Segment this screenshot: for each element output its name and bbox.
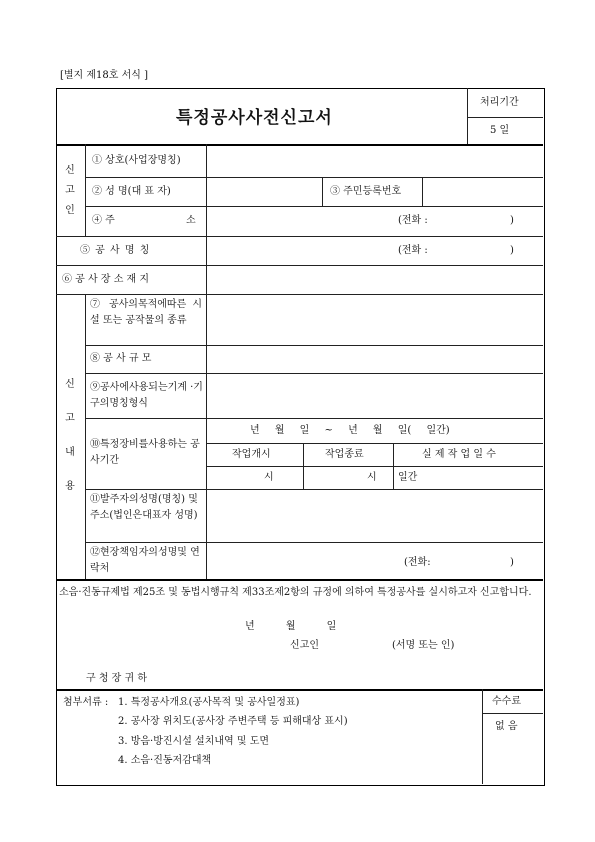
- row-line: [56, 579, 543, 581]
- attachments-intro: 첨부서류 :: [63, 697, 109, 708]
- declaration-text: 소음·진동규제법 제25조 및 동법시행규칙 제33조제2항의 규정에 의하여 특정공사를 실시하고자 신고합니다.: [59, 587, 532, 598]
- addressee: 구 청 장 귀 하: [86, 673, 148, 684]
- row-line: [85, 489, 543, 490]
- declaration-date: 년 월 일: [245, 621, 337, 632]
- item10-label: ⑩특정장비를사용하는 공사기간: [90, 439, 200, 466]
- actual-days-header: 실 제 작 업 일 수: [422, 449, 496, 460]
- col-line: [422, 177, 423, 206]
- attachment-item: 3. 방음·방진시설 설치내역 및 도면: [118, 736, 270, 747]
- period-line: 년 월 일 ~ 년 월 일( 일간): [250, 425, 450, 436]
- row-line: [482, 713, 543, 714]
- item9-label: ⑨공사에사용되는기계 ·기구의명칭형식: [90, 382, 203, 409]
- attachment-item: 4. 소음·진동저감대책: [118, 755, 212, 766]
- section-char: 고: [65, 185, 75, 196]
- item12-phone-close: ): [510, 557, 514, 568]
- resident-number-label: ③ 주민등록번호: [330, 186, 402, 197]
- section-char: 내: [65, 447, 75, 458]
- row-line: [85, 345, 543, 346]
- form-title: 특정공사사전신고서: [176, 108, 333, 128]
- project-phone-label: (전화 :: [398, 245, 428, 256]
- address-label-suffix: 소: [186, 215, 196, 226]
- section-char: 인: [65, 205, 75, 216]
- col-line: [206, 236, 207, 294]
- col-line: [322, 177, 323, 206]
- row-line: [206, 466, 543, 467]
- row-line: [56, 689, 543, 691]
- report-content-section-label: [63, 380, 77, 492]
- item7-label: ⑦ 공사의목적에따른 시설 또는 공작물의 종류: [90, 299, 202, 326]
- project-name-label: ⑤ 공 사 명 칭: [80, 245, 151, 256]
- processing-divider: [467, 117, 543, 118]
- fee-label: 수수료: [492, 696, 521, 707]
- row-line: [56, 144, 543, 146]
- work-end-unit: 시: [367, 472, 377, 483]
- reporter-label: 신고인: [290, 640, 319, 651]
- col-line: [393, 443, 394, 489]
- form-number: [별지 제18호 서식 ]: [60, 70, 149, 81]
- row-line: [85, 373, 543, 374]
- col-line: [206, 294, 207, 579]
- col-line: [206, 144, 207, 236]
- signature-label: (서명 또는 인): [392, 640, 455, 651]
- business-name-label: ① 상호(사업장명칭): [92, 155, 181, 166]
- row-line: [56, 265, 543, 266]
- col-line: [303, 443, 304, 489]
- work-end-header: 작업종료: [325, 449, 364, 460]
- address-phone-close: ): [510, 215, 514, 226]
- section-char: 신: [65, 165, 75, 176]
- col-line: [85, 144, 86, 236]
- row-line: [85, 206, 543, 207]
- item12-phone-label: (전화:: [404, 557, 431, 568]
- address-phone-label: (전화 :: [398, 215, 428, 226]
- project-phone-close: ): [510, 245, 514, 256]
- row-line: [85, 418, 543, 419]
- address-label: ④ 주: [92, 215, 115, 226]
- site-location-label: ⑥ 공 사 장 소 재 지: [62, 274, 150, 285]
- row-line: [56, 236, 543, 237]
- col-line: [85, 294, 86, 579]
- item8-label: ⑧ 공 사 규 모: [90, 353, 152, 364]
- attachment-item: 2. 공사장 위치도(공사장 주변주택 등 피해대상 표시): [118, 716, 348, 727]
- name-label: ② 성 명(대 표 자): [92, 186, 171, 197]
- section-char: 고: [65, 413, 75, 424]
- col-line: [482, 689, 483, 784]
- row-line: [85, 542, 543, 543]
- item12-label: ⑫현장책임자의성명및 연락처: [90, 547, 200, 574]
- actual-days-unit: 일간: [398, 472, 418, 483]
- attachment-item: 1. 특정공사개요(공사목적 및 공사일정표): [118, 697, 300, 708]
- work-start-header: 작업개시: [232, 449, 271, 460]
- applicant-section-label: [63, 166, 77, 216]
- processing-value: 5 일: [490, 125, 510, 136]
- row-line: [206, 443, 543, 444]
- title-divider: [467, 88, 468, 144]
- processing-label: 처리기간: [480, 97, 519, 108]
- row-line: [85, 177, 543, 178]
- section-char: 신: [65, 379, 75, 390]
- fee-value: 없 음: [495, 721, 518, 732]
- row-line: [56, 294, 543, 295]
- section-char: 용: [65, 481, 75, 492]
- work-start-unit: 시: [264, 472, 274, 483]
- item11-label: ⑪발주자의성명(명칭) 및 주소(법인은대표자 성명): [90, 494, 198, 521]
